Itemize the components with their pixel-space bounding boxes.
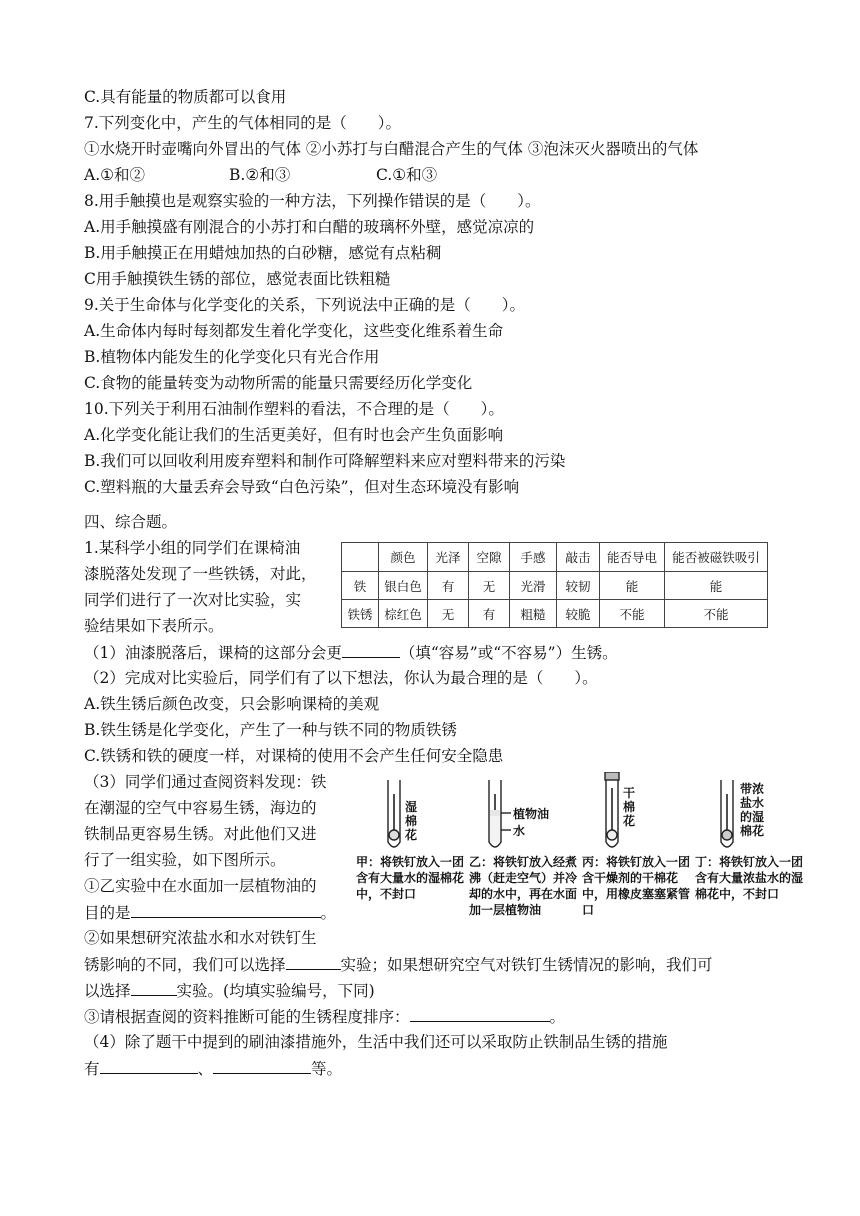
s3-line-4: 行了一组实验，如下图所示。 <box>84 851 286 869</box>
s4-measure-blank-2[interactable] <box>213 1057 311 1074</box>
q8-option-c: C用手触摸铁生锈的部位，感觉表面比铁粗糙 <box>84 270 391 288</box>
caption-ding: 丁：将铁钉放入一团含有大量浓盐水的湿棉花中，不封口 <box>695 855 804 901</box>
oil-layer <box>490 810 500 816</box>
s2-option-a: A.铁生锈后颜色改变，只会影响课椅的美观 <box>84 695 380 713</box>
table-cell: 银白色 <box>379 572 428 600</box>
caption-jia: 甲：将铁钉放入一团含有大量水的湿棉花中，不封口 <box>356 855 465 901</box>
p1-line-4: 验结果如下表所示。 <box>84 617 224 635</box>
table-header-cell: 颜色 <box>379 543 428 572</box>
label-ding-cotton: 带浓盐水的湿棉花 <box>739 782 764 838</box>
s4-line-2-pre: 有 <box>84 1060 100 1078</box>
q9-option-a: A.生命体内每时每刻都发生着化学变化，这些变化维系着生命 <box>84 322 504 340</box>
s2-option-c: C.铁锈和铁的硬度一样，对课椅的使用不会产生任何安全隐患 <box>84 747 504 765</box>
table-cell: 较脆 <box>557 600 600 628</box>
table-header-row <box>342 543 768 572</box>
table-cell: 铁 <box>342 572 379 600</box>
caption-yi: 乙：将铁钉放入经煮沸（赶走空气）并冷却的水中，再在水面加一层植物油 <box>469 855 578 917</box>
stopper-bing <box>605 772 619 780</box>
table-header-cell: 空隙 <box>469 543 510 572</box>
q9-stem: 9.关于生命体与化学变化的关系，下列说法中正确的是（ ）。 <box>84 296 526 314</box>
table-cell: 不能 <box>600 600 665 628</box>
s1-text-post: （填“容易”或“不容易”）生锈。 <box>399 644 618 662</box>
q7-stem: 7.下列变化中，产生的气体相同的是（ ）。 <box>84 114 402 132</box>
q7-items: ①水烧开时壶嘴向外冒出的气体 ②小苏打与白醋混合产生的气体 ③泡沫灭火器喷出的气体 <box>84 140 699 158</box>
q6-option-c: C.具有能量的物质都可以食用 <box>84 88 287 106</box>
s3-line-5: ①乙实验中在水面加一层植物油的 <box>84 877 317 895</box>
s3-line-6-text: 目的是 <box>84 904 131 922</box>
table-cell: 铁锈 <box>342 600 379 628</box>
s3-line-10 <box>84 1005 565 1028</box>
table-header-cell: 手感 <box>510 543 557 572</box>
s1-text-pre: （1）油漆脱落后，课椅的这部分会更 <box>84 644 342 662</box>
q10-option-a: A.化学变化能让我们的生活更美好，但有时也会产生负面影响 <box>84 426 504 444</box>
table-cell: 光滑 <box>510 572 557 600</box>
s3-line-8-post: 实验；如果想研究空气对铁钉生锈情况的影响，我们可 <box>340 956 713 974</box>
s3-order-blank[interactable] <box>410 1005 550 1022</box>
label-yi-oil: 植物油 <box>513 807 550 821</box>
s2-stem: （2）完成对比实验后，同学们有了以下想法，你认为最合理的是（ ）。 <box>84 669 598 687</box>
table-cell: 有 <box>469 600 510 628</box>
experiment-figure <box>356 772 808 924</box>
table-cell: 棕红色 <box>379 600 428 628</box>
s3-saltwater-blank[interactable] <box>286 953 341 970</box>
table-cell: 能 <box>665 572 768 600</box>
q7-option-b: B.②和③ <box>229 166 291 184</box>
s4-line-2 <box>84 1057 342 1080</box>
table-cell: 无 <box>428 600 469 628</box>
table-header-cell: 能否被磁铁吸引 <box>665 543 768 572</box>
q10-option-b: B.我们可以回收利用废弃塑料和制作可降解塑料来应对塑料带来的污染 <box>84 452 566 470</box>
q9-option-c: C.食物的能量转变为动物所需的能量只需要经历化学变化 <box>84 374 473 392</box>
q9-option-b: B.植物体内能发生的化学变化只有光合作用 <box>84 348 380 366</box>
s3-line-7: ②如果想研究浓盐水和水对铁钉生 <box>84 929 317 947</box>
q7-option-c: C.①和③ <box>376 166 438 184</box>
cotton-bing <box>607 830 617 840</box>
s3-line-9 <box>84 979 375 1002</box>
table-cell: 不能 <box>665 600 768 628</box>
water-layer <box>490 816 500 842</box>
table-header-cell: 敲击 <box>557 543 600 572</box>
s3-line-2: 在潮湿的空气中容易生锈，海边的 <box>84 799 317 817</box>
table-header-cell: 能否导电 <box>600 543 665 572</box>
table-header-cell: 光泽 <box>428 543 469 572</box>
table-header-cell <box>342 543 379 572</box>
s3-line-1: （3）同学们通过查阅资料发现：铁 <box>84 773 327 791</box>
p1-line-2: 漆脱落处发现了一些铁锈，对此， <box>84 565 317 583</box>
s4-line-1: （4）除了题干中提到的刷油漆措施外，生活中我们还可以采取防止铁制品生锈的措施 <box>84 1033 668 1051</box>
table-cell: 有 <box>428 572 469 600</box>
table-cell: 能 <box>600 572 665 600</box>
s3-line-10-text: ③请根据查阅的资料推断可能的生锈程度排序： <box>84 1008 410 1026</box>
q10-stem: 10.下列关于利用石油制作塑料的看法，不合理的是（ ）。 <box>84 400 504 418</box>
table-cell: 较韧 <box>557 572 600 600</box>
q7-option-a: A.①和② <box>84 166 146 184</box>
s3-purpose-blank[interactable] <box>131 901 321 918</box>
table-cell: 粗糙 <box>510 600 557 628</box>
s4-measure-blank-1[interactable] <box>100 1057 198 1074</box>
s3-line-6-end: 。 <box>320 904 337 922</box>
s3-line-9-pre: 以选择 <box>84 982 131 1000</box>
q8-option-a: A.用手触摸盛有刚混合的小苏打和白醋的玻璃杯外壁，感觉凉凉的 <box>84 218 535 236</box>
s1-question <box>84 641 618 664</box>
section-4-heading: 四、综合题。 <box>84 513 178 531</box>
s4-separator: 、 <box>197 1060 214 1078</box>
properties-table <box>341 542 768 628</box>
cotton-ding <box>722 830 732 840</box>
s1-answer-blank[interactable] <box>342 641 400 658</box>
p1-line-3: 同学们进行了一次对比实验，实 <box>84 591 302 609</box>
s3-line-8 <box>84 953 713 976</box>
s3-line-9-post: 实验。(均填实验编号，下同) <box>176 982 375 1000</box>
s3-line-10-end: 。 <box>549 1008 566 1026</box>
table-row <box>342 600 768 628</box>
cotton-jia <box>389 830 399 840</box>
s4-line-2-end: 等。 <box>311 1060 343 1078</box>
q8-stem: 8.用手触摸也是观察实验的一种方法，下列操作错误的是（ ）。 <box>84 192 541 210</box>
s3-line-8-pre: 锈影响的不同，我们可以选择 <box>84 956 286 974</box>
q10-option-c: C.塑料瓶的大量丢弃会导致“白色污染”，但对生态环境没有影响 <box>84 478 520 496</box>
s2-option-b: B.铁生锈是化学变化，产生了一种与铁不同的物质铁锈 <box>84 721 457 739</box>
table-cell: 无 <box>469 572 510 600</box>
s3-line-6 <box>84 901 336 924</box>
label-jia-cotton: 湿棉花 <box>404 800 417 842</box>
q8-option-b: B.用手触摸正在用蜡烛加热的白砂糖，感觉有点粘稠 <box>84 244 442 262</box>
s3-line-3: 铁制品更容易生锈。对此他们又进 <box>84 825 317 843</box>
table-row <box>342 572 768 600</box>
label-bing-cotton: 干棉花 <box>622 786 635 828</box>
caption-bing: 丙：将铁钉放入一团含干燥剂的干棉花中，用橡皮塞塞紧管口 <box>582 855 691 917</box>
s3-air-blank[interactable] <box>131 979 177 996</box>
p1-line-1: 1.某科学小组的同学们在课椅油 <box>84 539 301 557</box>
label-yi-water: 水 <box>513 824 526 838</box>
